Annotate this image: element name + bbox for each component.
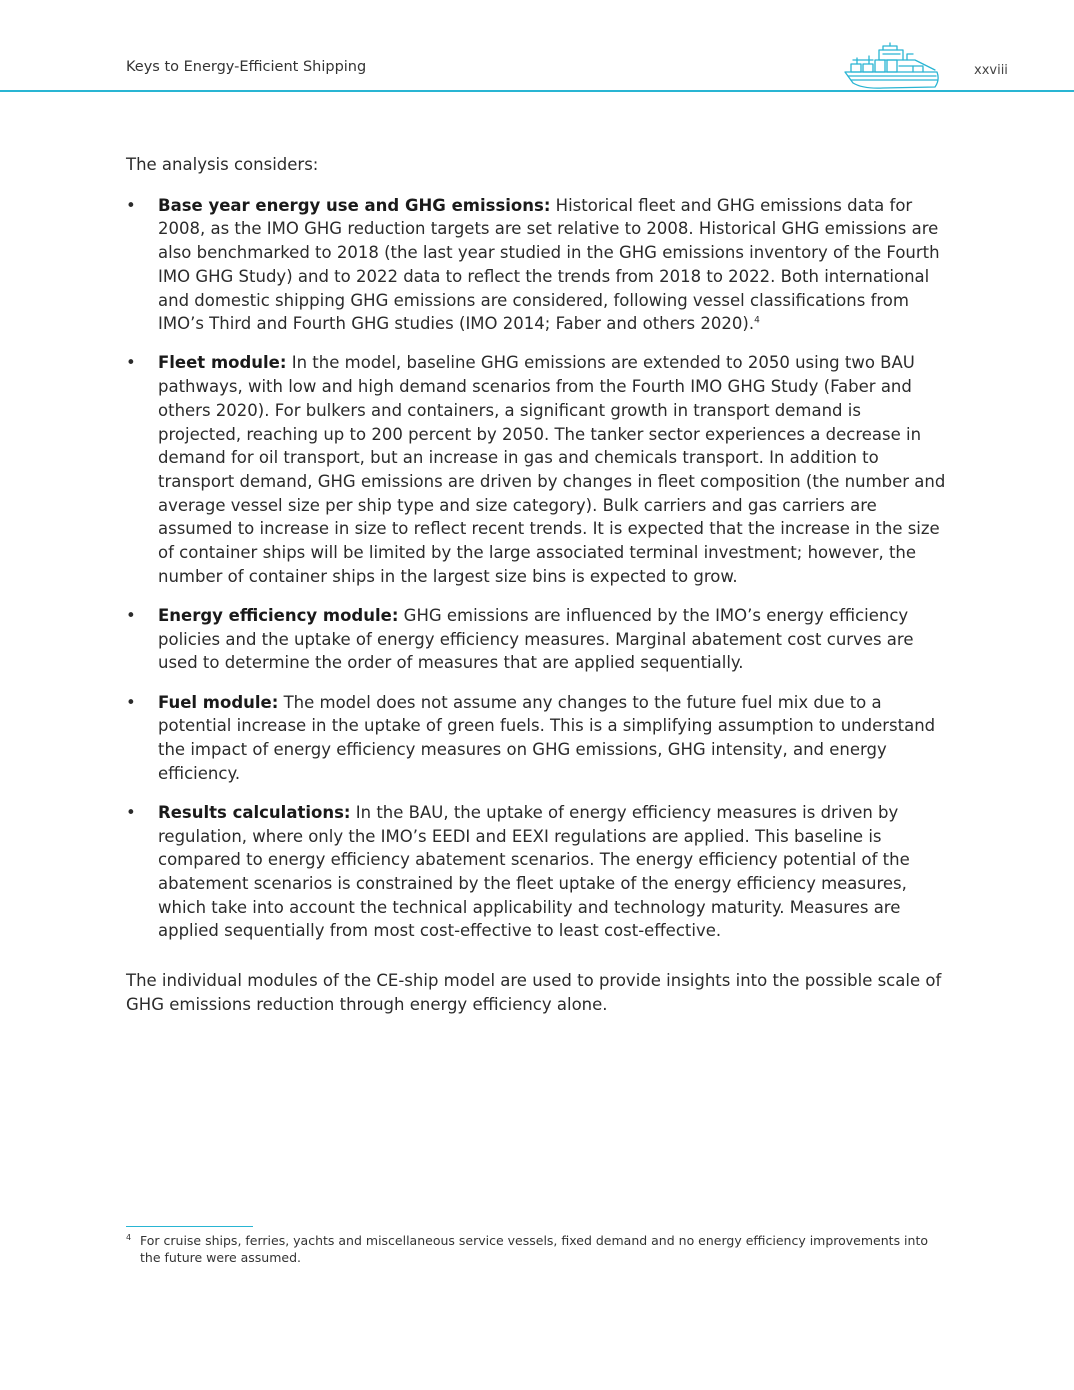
bullet-title: Fuel module: xyxy=(158,692,279,712)
bullet-text: Historical fleet and GHG emissions data for 2008, as the IMO GHG reduction targets are set relative to 2008. Historical GHG emissions are also benchmarked to 2018 (the last year studied in the GHG emissions inventory of the Fourth IMO GHG Study) and to 2022 data to reflect the trends from 2018 to 2022. Both international and domestic shipping GHG emissions are considered, following vessel classifications from IMO’s Third and Fourth GHG studies (IMO 2014; Faber and others 2020). xyxy=(158,195,940,334)
closing-text: The individual modules of the CE-ship model are used to provide insights into the possible scale of GHG emissions reduction through energy efficiency alone. xyxy=(126,971,942,1014)
bullet-title: Energy efficiency module: xyxy=(158,605,399,625)
list-item xyxy=(126,604,946,675)
intro-text: The analysis considers: xyxy=(126,155,319,174)
header-rule xyxy=(0,90,1074,92)
main-content xyxy=(126,153,946,1017)
bullet-title: Results calculations: xyxy=(158,802,351,822)
bullet-text: The model does not assume any changes to the future fuel mix due to a potential increase in the uptake of green fuels. This is a simplifying assumption to understand the impact of energy efficiency measures on GHG emissions, GHG intensity, and energy efficiency. xyxy=(158,692,936,783)
bullet-text: In the model, baseline GHG emissions are extended to 2050 using two BAU pathways, with low and high demand scenarios from the Fourth IMO GHG Study (Faber and others 2020). For bulkers and containers, a significant growth in transport demand is projected, reaching up to 200 percent by 2050. The tanker sector experiences a decrease in demand for oil transport, but an increase in gas and chemicals transport. In addition to transport demand, GHG emissions are driven by changes in fleet composition (the number and average vessel size per ship type and size category). Bulk carriers and gas carriers are assumed to increase in size to reflect recent trends. It is expected that the increase in the size of container ships will be limited by the large associated terminal investment; however, the number of container ships in the largest size bins is expected to grow. xyxy=(158,353,946,586)
bullet-icon: • xyxy=(126,353,136,373)
footnote-text: For cruise ships, ferries, yachts and miscellaneous service vessels, fixed demand and no energy efficiency improvements into the future were assumed. xyxy=(140,1233,928,1265)
bullet-icon: • xyxy=(126,692,136,712)
footnote-rule xyxy=(126,1226,253,1227)
footnote-marker: 4 xyxy=(126,1233,132,1242)
list-item xyxy=(126,691,946,786)
bullet-title: Base year energy use and GHG emissions: xyxy=(158,195,551,215)
bullet-text: In the BAU, the uptake of energy efficiency measures is driven by regulation, where only the IMO’s EEDI and EEXI regulations are applied. This baseline is compared to energy efficiency abatement scenarios. The energy efficiency potential of the abatement scenarios is constrained by the fleet uptake of the energy efficiency measures, which take into account the technical applicability and technology maturity. Measures are applied sequentially from most cost-effective to least cost-effective. xyxy=(158,802,910,941)
list-item xyxy=(126,194,946,336)
footnote-ref: 4 xyxy=(754,315,760,326)
bullet-title: Fleet module: xyxy=(158,353,287,373)
bullet-icon: • xyxy=(126,195,136,215)
bullet-text: GHG emissions are influenced by the IMO’s energy efficiency policies and the uptake of energy efficiency measures. Marginal abatement cost curves are used to determine the order of measures that are applied sequentially. xyxy=(158,605,914,673)
bullet-icon: • xyxy=(126,605,136,625)
bullet-icon: • xyxy=(126,802,136,822)
header-title: Keys to Energy-Efficient Shipping xyxy=(126,59,367,75)
bullet-list xyxy=(126,194,946,943)
list-item xyxy=(126,351,946,588)
page-number: xxviii xyxy=(974,63,1008,78)
list-item xyxy=(126,801,946,943)
ship-icon xyxy=(843,42,941,94)
footnote xyxy=(126,1232,946,1266)
